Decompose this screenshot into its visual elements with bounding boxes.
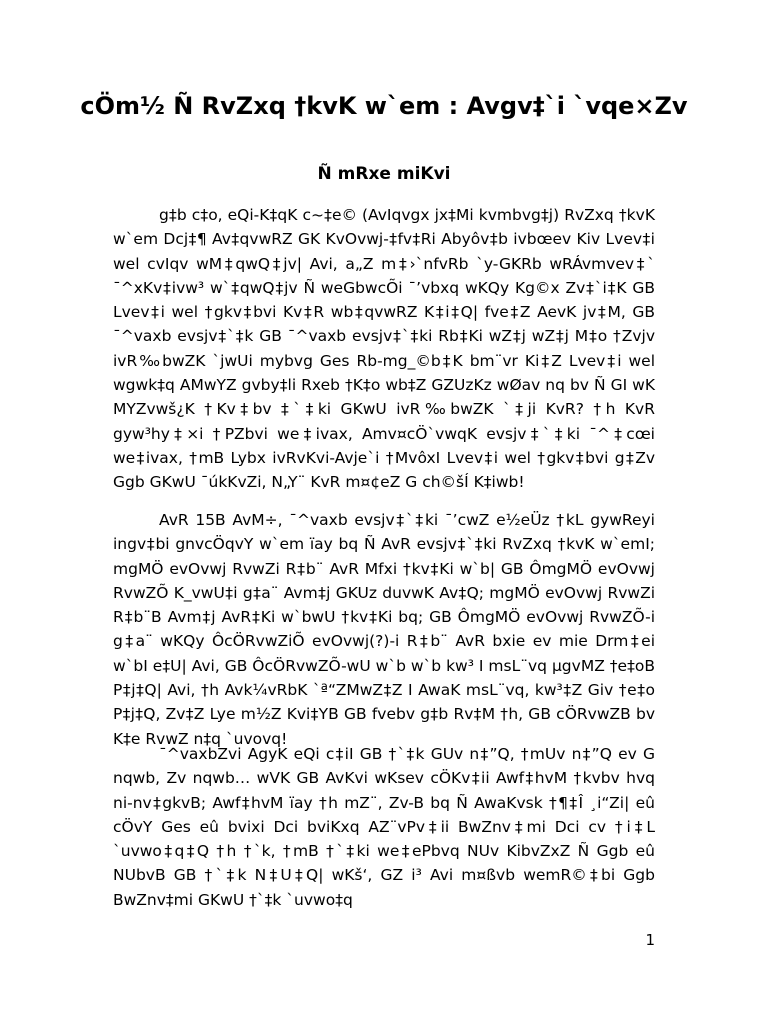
paragraph <box>113 508 655 751</box>
author-byline: Ñ mRxe miKvi <box>317 164 451 184</box>
paragraph-text: AvR 15B AvM÷, ¯^vaxb evsjv‡`‡ki ¯’cwZ e½eÜz †kL gywReyi ingv‡bi gnvcÖqvY w`em ïay bq Ñ AvR evsjv‡`‡ki RvZxq †kvK w`emI; mgMÖ evOvwj RvwZi R‡b¨ AvR Mfxi †kv‡Ki w`b| GB ÔmgMÖ evOvwj RvwZÕ K_vwU‡i g‡a¨ Avm‡j GKUz duvwK Av‡Q; mgMÖ evOvwj RvwZi R‡b¨B Avm‡j AvR‡Ki w`bwU †kv‡Ki bq; GB ÔmgMÖ evOvwj RvwZÕ-i g‡a¨ wKQy ÔcÖRvwZiÕ evOvwj(?)-i R‡b¨ AvR bxie ev mie Drm‡ei w`bI e‡U| Avi, GB ÔcÖRvwZÕ-wU w`b w`b kw³ I msL¨vq µgvMZ †e‡oB P‡j‡Q| Avi, †h Avk¼vRbK `ª“ZMwZ‡Z I AwaK msL¨vq, kw³‡Z Giv †e‡o P‡j‡Q, Zv‡Z Lye m½Z Kvi‡YB GB fvebv g‡b Rv‡M †h, GB cÖRvwZB bv K‡e RvwZ n‡q `uvovq! <box>113 511 655 748</box>
page-number: 1 <box>645 931 655 949</box>
paragraph-text: g‡b c‡o, eQi-K‡qK c~‡e© (AvIqvgx jx‡Mi kvmbvg‡j) RvZxq †kvK w`em Dcj‡¶ Av‡qvwRZ GK KvOvwj-‡fv‡Ri Abyôv‡b ivbœev Kiv Lvev‡i wel cvIqv wM‡qwQ‡jv| Avi, a„Z m‡›`nfvRb `y-GKRb wRÁvmvev‡` ¯^xKv‡ivw³ w`‡qwQ‡jv Ñ weGbwcÕi ¯’vbxq wKQy Kg©x Zv‡`i‡K GB Lvev‡i wel †gkv‡bvi Kv‡R wb‡qvwRZ K‡i‡Q| fve‡Z AevK jv‡M, GB ¯^vaxb evsjv‡`‡k GB ¯^vaxb evsjv‡`‡ki Rb‡Ki wZ‡j wZ‡j M‡o †Zvjv ivR‰bwZK `jwUi mybvg Ges Rb-mg_©b‡K bm¨vr Ki‡Z Lvev‡i wel wgwk‡q AMwYZ gvby‡li Rxeb †K‡o wb‡Z GZUzKz wØav nq bv Ñ GI wK MYZvwš¿K †Kv‡bv ‡`‡ki GKwU ivR‰bwZK `‡ji KvR? †h KvR gyw³hy‡×i †PZbvi we‡ivax, Amv¤cÖ`vwqK evsjv‡`‡ki ¯^‡cœi we‡ivax, †mB Lybx ivRvKvi-Avje`i †MvôxI Lvev‡i wel †gkv‡bvi g‡Zv Ggb GKwU ¯úkKvZi, N„Y¨ KvR m¤¢eZ G ch©šÍ K‡iwb! <box>113 206 655 492</box>
paragraph <box>113 203 655 495</box>
paragraph-text: ¯^vaxbZvi AgyK eQi c‡iI GB †`‡k GUv n‡”Q, †mUv n‡”Q ev G nqwb, Zv nqwb… wVK GB AvKvi wKsev cÖKv‡ii Awf‡hvM †kvbv hvq ni-nv‡gkvB; Awf‡hvM ïay †h mZ¨, Zv-B bq Ñ AwaKvsk †¶‡Î ¸i“Zi| eû cÖvY Ges eû bvixi Dci bviKxq AZ¨vPv‡ii BwZnv‡mi Dci cv †i‡L `uvwo‡q‡Q †h †`k, †mB †`‡ki we‡ePbvq NUv KibvZxZ Ñ Ggb eû NUbvB GB †`‡k N‡U‡Q| wKš‘, GZ i³ Avi m¤ßvb wemR©‡bi Ggb BwZnv‡mi GKwU †`‡k `uvwo‡q <box>113 745 655 909</box>
page-title: cÖm½ Ñ RvZxq †kvK w`em : Avgv‡`i `vqe×Zv <box>80 92 688 120</box>
paragraph <box>113 742 655 912</box>
